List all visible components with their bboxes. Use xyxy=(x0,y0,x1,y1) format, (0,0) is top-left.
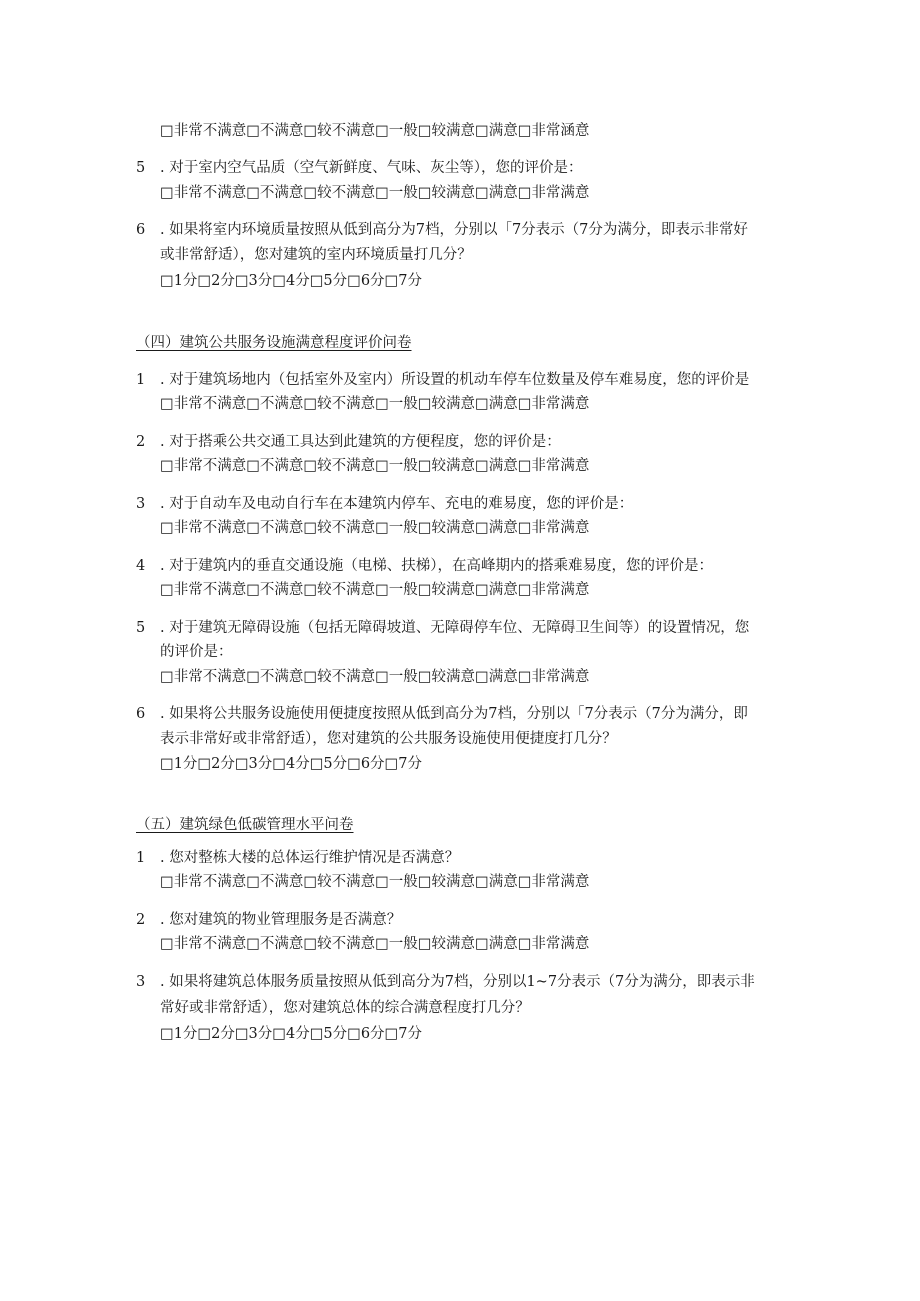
section-title: （五）建筑绿色低碳管理水平问卷 xyxy=(136,817,354,833)
question-text: . 对于建筑场地内（包括室外及室内）所设置的机动车停车位数量及停车难易度，您的评价是 xyxy=(160,372,750,388)
question-number: 6 xyxy=(136,706,146,722)
question-text: . 对于搭乘公共交通工具达到此建筑的方便程度，您的评价是： xyxy=(160,434,561,450)
question-number: 6 xyxy=(136,222,146,238)
question-text: . 如果将建筑总体服务质量按照从低到高分为7档，分别以1~7分表示（7分为满分，即表示非 xyxy=(160,974,755,990)
question-text: 或非常舒适），您对建筑的室内环境质量打几分？ xyxy=(160,247,472,263)
options-line: □非常不满意□不满意□较不满意□一般□较满意□满意□非常满意 xyxy=(160,396,590,412)
question-text: . 如果将公共服务设施使用便捷度按照从低到高分为7档，分别以「7分表示（7分为满分，即 xyxy=(160,706,748,722)
question-number: 3 xyxy=(136,974,146,990)
question-text: . 如果将室内环境质量按照从低到高分为7档，分别以「7分表示（7分为满分，即表示非常好 xyxy=(160,222,748,238)
options-line: □1分□2分□3分□4分□5分□6分□7分 xyxy=(160,1026,422,1042)
question-number: 4 xyxy=(136,558,146,574)
question-number: 5 xyxy=(136,620,146,636)
question-number: 5 xyxy=(136,160,146,176)
options-line: □1分□2分□3分□4分□5分□6分□7分 xyxy=(160,273,422,289)
question-text: 的评价是： xyxy=(160,644,233,660)
options-line: □非常不满意□不满意□较不满意□一般□较满意□满意□非常满意 xyxy=(160,936,590,952)
options-line: □非常不满意□不满意□较不满意□一般□较满意□满意□非常满意 xyxy=(160,669,590,685)
options-line: □非常不满意□不满意□较不满意□一般□较满意□满意□非常满意 xyxy=(160,874,590,890)
question-number: 2 xyxy=(136,912,146,928)
question-number: 1 xyxy=(136,372,146,388)
options-line: □非常不满意□不满意□较不满意□一般□较满意□满意□非常满意 xyxy=(160,520,590,536)
options-line: □非常不满意□不满意□较不满意□一般□较满意□满意□非常满意 xyxy=(160,185,590,201)
question-text: . 对于自动车及电动自行车在本建筑内停车、充电的难易度，您的评价是： xyxy=(160,496,634,512)
question-text: 常好或非常舒适），您对建筑总体的综合满意程度打几分？ xyxy=(160,1000,530,1016)
options-line: □1分□2分□3分□4分□5分□6分□7分 xyxy=(160,756,422,772)
question-number: 3 xyxy=(136,496,146,512)
section-title: （四）建筑公共服务设施满意程度评价问卷 xyxy=(136,335,412,351)
question-text: . 对于建筑无障碍设施（包括无障碍坡道、无障碍停车位、无障碍卫生间等）的设置情况，您 xyxy=(160,620,750,636)
question-number: 1 xyxy=(136,850,146,866)
question-text: . 您对整栋大楼的总体运行维护情况是否满意？ xyxy=(160,850,460,866)
question-text: . 您对建筑的物业管理服务是否满意？ xyxy=(160,912,402,928)
options-line: □非常不满意□不满意□较不满意□一般□较满意□满意□非常涵意 xyxy=(160,123,590,139)
options-line: □非常不满意□不满意□较不满意□一般□较满意□满意□非常满意 xyxy=(160,582,590,598)
question-text: 表示非常好或非常舒适），您对建筑的公共服务设施使用便捷度打几分？ xyxy=(160,731,617,747)
options-line: □非常不满意□不满意□较不满意□一般□较满意□满意□非常满意 xyxy=(160,458,590,474)
question-number: 2 xyxy=(136,434,146,450)
question-text: . 对于室内空气品质（空气新鲜度、气味、灰尘等），您的评价是： xyxy=(160,160,583,176)
question-text: . 对于建筑内的垂直交通设施（电梯、扶梯），在高峰期内的搭乘难易度，您的评价是： xyxy=(160,558,713,574)
